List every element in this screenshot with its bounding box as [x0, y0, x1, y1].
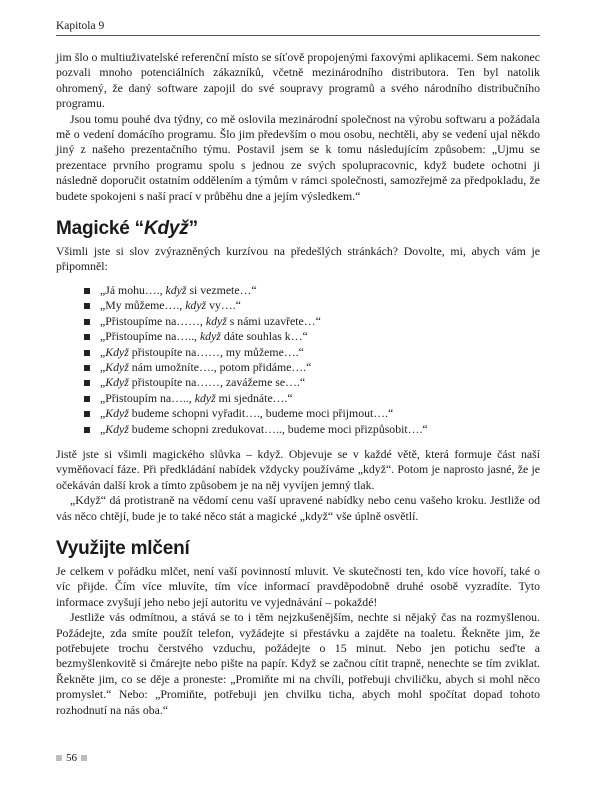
- footer-square-icon: [56, 755, 62, 761]
- list-item: „Já mohu…., když si vezmete…“: [88, 283, 540, 298]
- list-item: „Přistoupíme na….., když dáte souhlas k…“: [88, 329, 540, 344]
- bullet-square-icon: [84, 365, 90, 371]
- phrase-list: [56, 283, 540, 437]
- section1-paragraph-2: „Když“ dá protistraně na vědomí cenu vaší upravené nabídky nebo cenu vašeho kroku. Jestliže od vás něco chtějí, bude je to také něco stát a magické „když“ vše úplně osvětlí.: [56, 493, 540, 523]
- bullet-square-icon: [84, 319, 90, 325]
- list-item: „My můžeme…., když vy….“: [88, 298, 540, 313]
- list-item: „Když přistoupíte na……, zavážeme se….“: [88, 375, 540, 390]
- list-item: „Když budeme schopni vyřadit…., budeme moci přijmout….“: [88, 406, 540, 421]
- section-heading-magic-when: Magické “Když”: [56, 218, 198, 240]
- bullet-square-icon: [84, 411, 90, 417]
- page-footer: [56, 752, 87, 764]
- list-item: „Když nám umožníte…., potom přidáme….“: [88, 360, 540, 375]
- bullet-square-icon: [84, 334, 90, 340]
- chapter-label: Kapitola 9: [56, 20, 105, 32]
- bullet-square-icon: [84, 380, 90, 386]
- section1-paragraph-1: Jistě jste si všimli magického slůvka – když. Objevuje se v každé větě, která formuje část naší vyměňovací fáze. Při předkládání nabídek vždycky používáme „když“. Potom je naprosto jasné, že je očekáván další krok a tímto způsobem je na něj vyvíjen jemný tlak.: [56, 446, 540, 492]
- bullet-square-icon: [84, 303, 90, 309]
- section2-paragraph-1: Je celkem v pořádku mlčet, není vaší povinností mluvit. Ve skutečnosti ten, kdo více hovoří, také o víc přijde. Čím více mluvíte, tím více informací pravděpodobně druhé osobě vyzradíte. Tyto informace zvyšují jeho nebo její autoritu ve vyjednávání – pokaždé!: [56, 563, 540, 609]
- intro-paragraph-1: jim šlo o multiuživatelské referenční místo se síťově propojenými faxovými aplikacemi. Sem nakonec pozvali mnoho potenciálních zákazníků, včetně mezinárodního distributora. Ten byl natolik ohromený, že daný software zapojil do své soupravy programů a svého národního distribučního programu.: [56, 50, 540, 111]
- list-item: „Když přistoupíte na……, my můžeme….“: [88, 345, 540, 360]
- page-body: [56, 50, 540, 718]
- running-header: [56, 20, 540, 36]
- section2-paragraph-2: Jestliže vás odmítnou, a stává se to i těm nejzkušenějším, nechte si nějaký čas na rozmyšlenou. Požádejte, zda smíte použít telefon, vyžádejte si přestávku a zajděte na toaletu. Řekněte jim, že potřebujete trochu čerstvého vzduchu, požádejte o 15 minut. Nebo jen potichu seďte a bezmyšlenkovitě si čmárejte nebo pište na papír. Když se začnou cítit trapně, nenechte se tím zviklat. Řekněte jim, co se děje a proneste: „Promiňte mi na chvíli, potřebuji chviličku, abych si mohl něco promyslet.“ Nebo: „Promiňte, potřebuji jen chvilku ticha, abych mohl spočítat dopad tohoto rozhodnutí na nás oba.“: [56, 610, 540, 717]
- bullet-square-icon: [84, 396, 90, 402]
- bullet-square-icon: [84, 288, 90, 294]
- section-heading-silence: Využijte mlčení: [56, 537, 190, 559]
- list-item: „Když budeme schopni zredukovat….., budeme moci přizpůsobit….“: [88, 422, 540, 437]
- list-item: „Přistoupíme na……, když s námi uzavřete…“: [88, 314, 540, 329]
- page-number: 56: [66, 752, 77, 764]
- section1-lead: Všimli jste si slov zvýrazněných kurzívou na předešlých stránkách? Dovolte, mi, abych vám je připomněl:: [56, 244, 540, 274]
- intro-paragraph-2: Jsou tomu pouhé dva týdny, co mě oslovila mezinárodní společnost na výrobu softwaru a požádala mě o vedení domácího programu. Šlo jim především o mou osobu, nechtěli, aby se vedení ujal někdo jiný z našeho prezentačního týmu. Postavil jsem se k tomu následujícím způsobem: „Ujmu se prezentace prvního programu spolu s jednou ze svých spolupracovnic, když budete ochotni ji následně doporučit ostatním oddělením a týmům v rámci společnosti, samozřejmě za předpokladu, že budete spokojeni s naší prací v průběhu dne a jejím výsledkem.“: [56, 111, 540, 203]
- bullet-square-icon: [84, 350, 90, 356]
- bullet-square-icon: [84, 427, 90, 433]
- list-item: „Přistoupím na….., když mi sjednáte….“: [88, 391, 540, 406]
- footer-square-icon: [81, 755, 87, 761]
